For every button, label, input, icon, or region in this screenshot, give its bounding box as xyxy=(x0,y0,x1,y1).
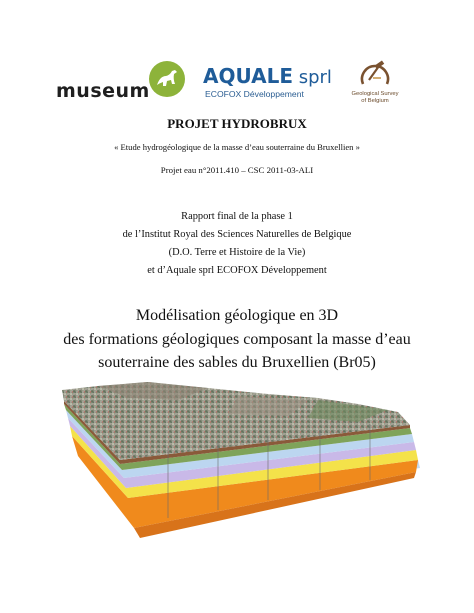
project-title: PROJET HYDROBRUX xyxy=(167,116,307,131)
geological-3d-model-image xyxy=(58,378,428,550)
main-title-line: des formations géologiques composant la masse d’eau xyxy=(63,330,411,348)
geological-survey-text: Geological Survey of Belgium xyxy=(351,91,399,104)
main-title-line: souterraine des sables du Bruxellien (Br05) xyxy=(98,354,376,371)
report-line: (D.O. Terre et Histoire de la Vie) xyxy=(168,247,306,258)
dinosaur-icon xyxy=(148,60,186,98)
geological-survey-logo xyxy=(340,54,410,110)
museum-wordmark: museum xyxy=(56,80,150,102)
aquale-subtitle: ECOFOX Développement xyxy=(205,89,304,99)
project-reference: Projet eau n°2011.410 – CSC 2011-03-ALI xyxy=(160,165,314,175)
report-line: de l’Institut Royal des Sciences Naturelles de Belgique xyxy=(122,229,352,240)
main-title-line: Modélisation géologique en 3D xyxy=(135,307,339,324)
museum-logo xyxy=(56,60,186,106)
project-subtitle: « Etude hydrogéologique de la masse d’eau souterraine du Bruxellien » xyxy=(114,142,360,152)
report-line: et d’Aquale sprl ECOFOX Développement xyxy=(147,265,327,276)
report-line: Rapport final de la phase 1 xyxy=(181,211,293,222)
report-description xyxy=(0,208,474,280)
aquale-logo xyxy=(203,64,332,104)
hammer-arc-icon xyxy=(357,54,393,90)
aquale-wordmark: AQUALE sprl xyxy=(203,64,332,88)
main-title xyxy=(0,304,474,375)
